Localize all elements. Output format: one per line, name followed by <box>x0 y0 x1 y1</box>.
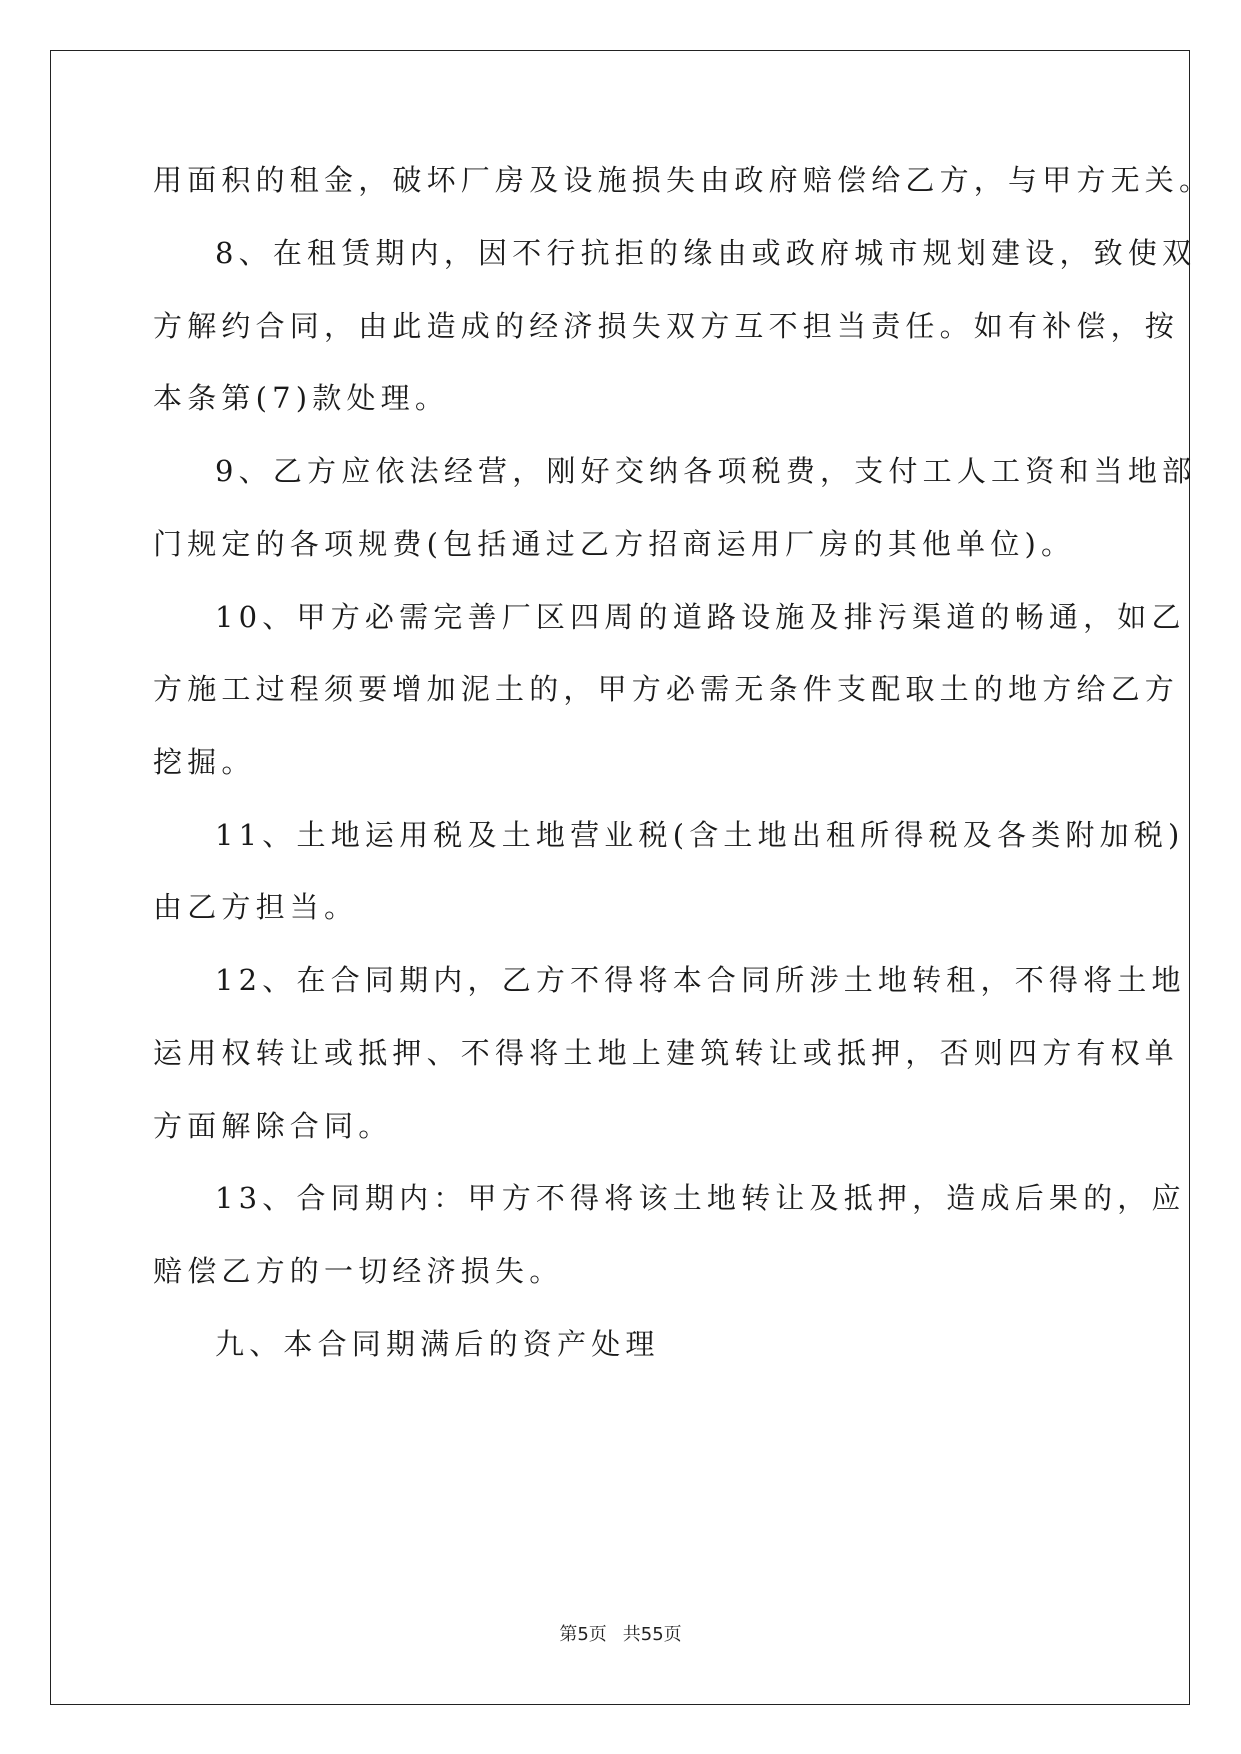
paragraph-line: 门规定的各项规费(包括通过乙方招商运用厂房的其他单位)。 <box>153 527 1076 561</box>
page-border <box>50 50 1190 1705</box>
page-number: 5 <box>577 1624 589 1645</box>
paragraph-line: 13、合同期内：甲方不得将该土地转让及抵押，造成后果的，应 <box>215 1181 1186 1215</box>
paragraph-line: 11、土地运用税及土地营业税(含土地出租所得税及各类附加税) <box>215 818 1185 852</box>
total-prefix: 共 <box>622 1624 641 1645</box>
paragraph-line: 挖掘。 <box>153 745 256 779</box>
section-heading: 九、本合同期满后的资产处理 <box>215 1327 660 1361</box>
paragraph-line: 方解约合同，由此造成的经济损失双方互不担当责任。如有补偿，按 <box>153 309 1180 343</box>
paragraph-line: 9、乙方应依法经营，刚好交纳各项税费，支付工人工资和当地部 <box>215 454 1197 488</box>
paragraph-line: 12、在合同期内，乙方不得将本合同所涉土地转租，不得将土地 <box>215 963 1186 997</box>
paragraph-line: 运用权转让或抵押、不得将土地上建筑转让或抵押，否则四方有权单 <box>153 1036 1180 1070</box>
paragraph-line: 由乙方担当。 <box>153 890 359 924</box>
paragraph-line: 用面积的租金，破坏厂房及设施损失由政府赔偿给乙方，与甲方无关。 <box>153 163 1214 197</box>
page-footer <box>0 1620 1241 1646</box>
paragraph-line: 方面解除合同。 <box>153 1109 393 1143</box>
paragraph-line: 方施工过程须要增加泥土的，甲方必需无条件支配取土的地方给乙方 <box>153 672 1180 706</box>
paragraph-line: 本条第(7)款处理。 <box>153 381 450 415</box>
paragraph-line: 10、甲方必需完善厂区四周的道路设施及排污渠道的畅通，如乙 <box>215 600 1186 634</box>
total-pages: 55 <box>640 1624 664 1645</box>
page-prefix: 第 <box>559 1624 578 1645</box>
paragraph-line: 赔偿乙方的一切经济损失。 <box>153 1254 564 1288</box>
paragraph-line: 8、在租赁期内，因不行抗拒的缘由或政府城市规划建设，致使双 <box>215 236 1197 270</box>
page-suffix: 页 <box>588 1624 607 1645</box>
total-suffix: 页 <box>663 1624 682 1645</box>
